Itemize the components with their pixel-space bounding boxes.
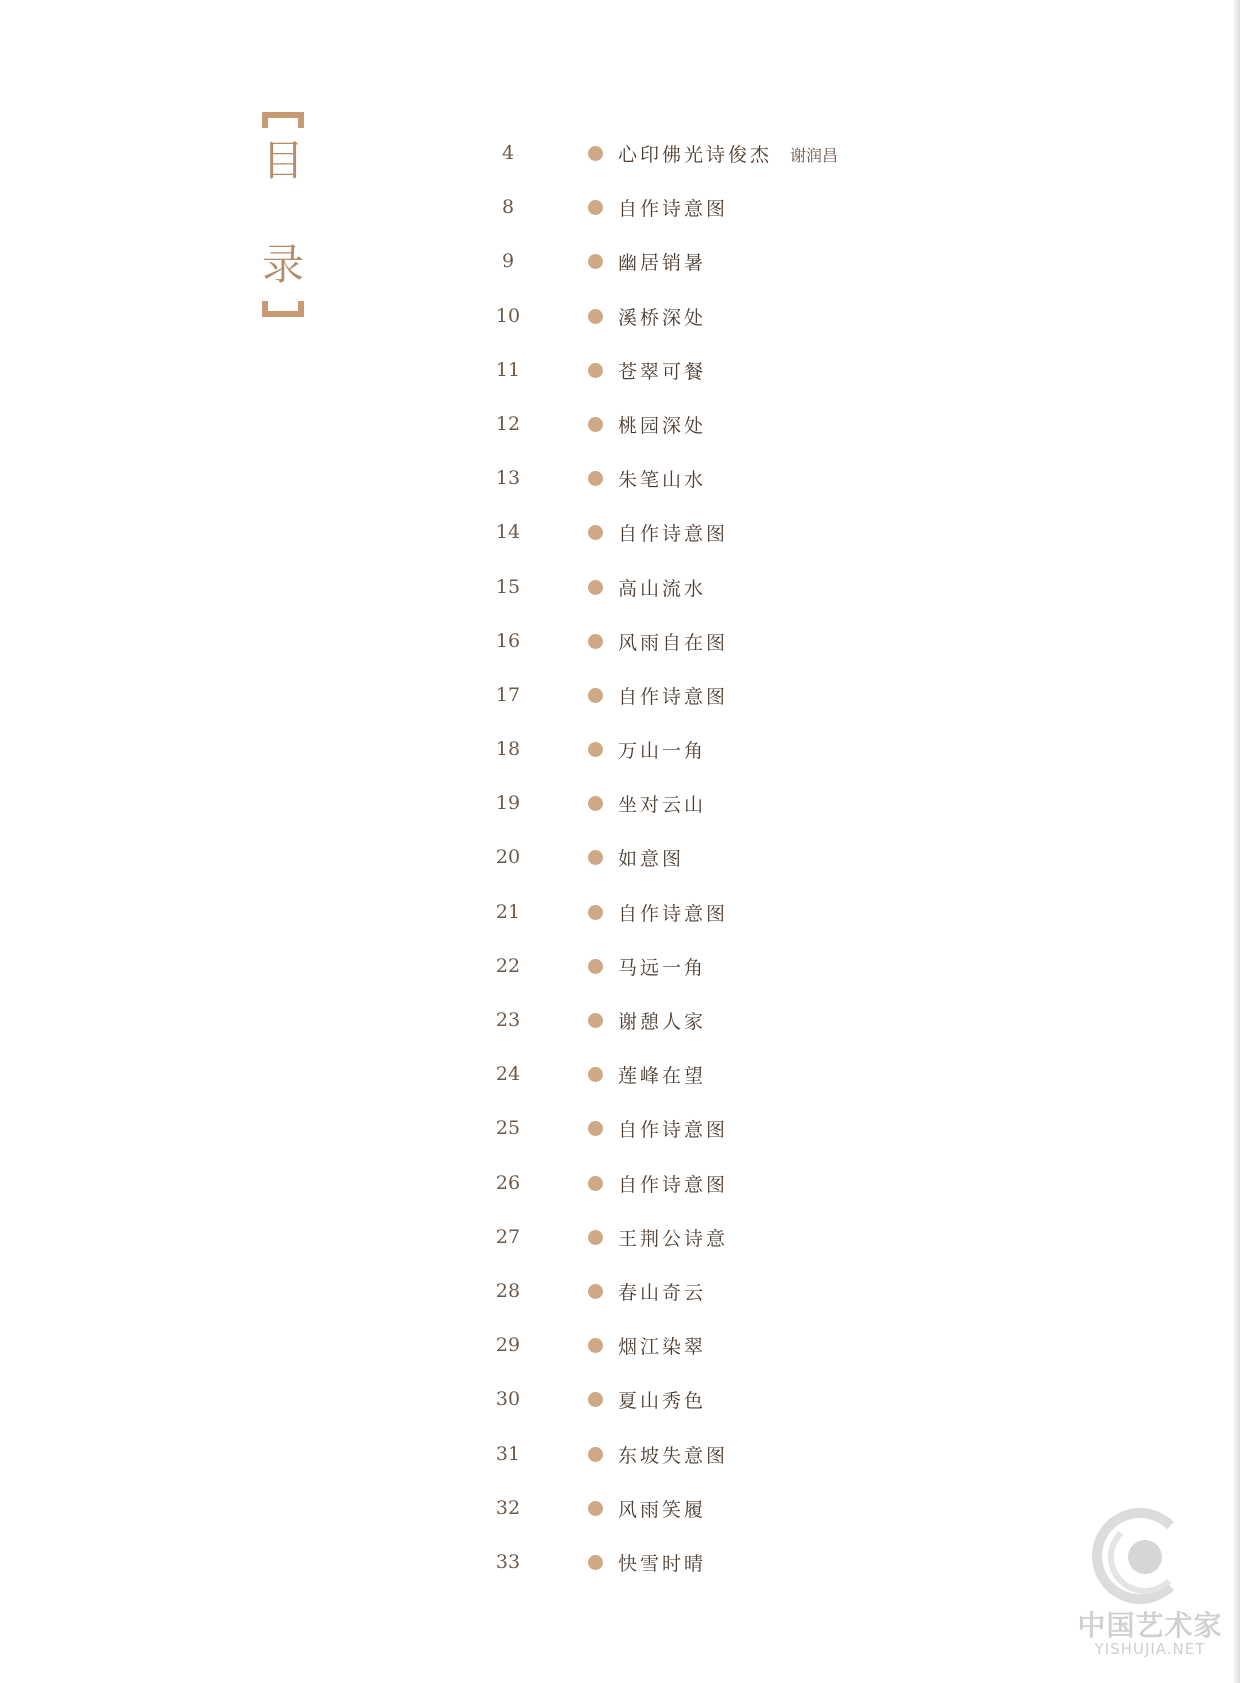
entry-title-text: 溪桥深处 xyxy=(618,306,707,329)
page-number: 32 xyxy=(495,1496,521,1519)
toc-heading-char-1: 目 xyxy=(261,136,304,185)
bullet-dot-icon xyxy=(588,1067,603,1082)
bracket-bottom-icon xyxy=(262,301,304,317)
page-number: 21 xyxy=(495,900,521,923)
entry-title xyxy=(618,899,728,926)
page-number: 8 xyxy=(501,196,515,219)
bullet-dot-icon xyxy=(588,796,603,811)
bullet-dot-icon xyxy=(588,309,603,324)
entry-title xyxy=(618,844,684,871)
toc-entry[interactable] xyxy=(480,1218,1000,1272)
page-number: 23 xyxy=(495,1009,521,1031)
bullet-dot-icon xyxy=(588,417,603,432)
entry-title-text: 如意图 xyxy=(618,848,685,871)
entry-title-text: 春山奇云 xyxy=(618,1281,707,1304)
page-number: 29 xyxy=(495,1334,521,1357)
entry-title-text: 马远一角 xyxy=(618,956,707,979)
bracket-top-icon xyxy=(262,112,304,128)
page-number: 33 xyxy=(495,1550,521,1573)
toc-entry[interactable] xyxy=(480,1109,1000,1163)
entry-title xyxy=(618,140,838,167)
toc-entry[interactable] xyxy=(480,1326,1000,1380)
entry-title xyxy=(618,682,728,709)
bullet-dot-icon xyxy=(588,1284,603,1299)
toc-entry[interactable] xyxy=(480,568,1000,622)
entry-title xyxy=(618,574,706,601)
toc-entry[interactable] xyxy=(480,1543,1000,1597)
entry-title-text: 莲峰在望 xyxy=(618,1065,707,1088)
toc-entry[interactable] xyxy=(480,1001,1000,1055)
page-number: 31 xyxy=(495,1442,521,1465)
page-number: 20 xyxy=(495,846,521,869)
page-number: 15 xyxy=(495,575,521,598)
entry-title xyxy=(618,1386,706,1413)
toc-entry[interactable] xyxy=(480,676,1000,730)
toc-entry[interactable] xyxy=(480,1164,1000,1218)
entry-title xyxy=(618,303,706,330)
toc-entry[interactable] xyxy=(480,297,1000,351)
bullet-dot-icon xyxy=(588,254,603,269)
entry-title-text: 自作诗意图 xyxy=(618,523,729,546)
bullet-dot-icon xyxy=(588,146,603,161)
entry-title xyxy=(618,953,706,980)
toc-entry[interactable] xyxy=(480,838,1000,892)
bullet-dot-icon xyxy=(588,1121,603,1136)
entry-title xyxy=(618,1278,706,1305)
entry-title xyxy=(618,465,706,492)
entry-title xyxy=(618,736,706,763)
page-number: 10 xyxy=(495,304,521,327)
entry-title xyxy=(618,194,728,221)
bullet-dot-icon xyxy=(588,688,603,703)
toc-entry[interactable] xyxy=(480,1435,1000,1489)
bullet-dot-icon xyxy=(588,1447,603,1462)
page-number: 30 xyxy=(495,1388,521,1411)
logo-dot-icon xyxy=(1128,1540,1162,1574)
bullet-dot-icon xyxy=(588,1555,603,1570)
page-edge-shadow xyxy=(1234,0,1240,1683)
entry-title-text: 万山一角 xyxy=(618,740,707,763)
entry-title-text: 快雪时晴 xyxy=(618,1552,707,1575)
toc-list xyxy=(480,134,1000,1597)
toc-entry[interactable] xyxy=(480,893,1000,947)
entry-title-text: 自作诗意图 xyxy=(618,1119,729,1142)
toc-entry[interactable] xyxy=(480,622,1000,676)
bullet-dot-icon xyxy=(588,634,603,649)
page-number: 16 xyxy=(495,629,521,652)
entry-title xyxy=(618,357,706,384)
entry-title xyxy=(618,1441,728,1468)
entry-title xyxy=(618,1224,728,1251)
bullet-dot-icon xyxy=(588,1501,603,1516)
toc-entry[interactable] xyxy=(480,242,1000,296)
entry-title-text: 谢憩人家 xyxy=(618,1011,707,1033)
entry-title-text: 自作诗意图 xyxy=(618,685,729,708)
page-number: 9 xyxy=(501,250,515,273)
bullet-dot-icon xyxy=(588,905,603,920)
entry-title-text: 坐对云山 xyxy=(618,794,707,817)
entry-title-text: 烟江染翠 xyxy=(618,1336,707,1359)
page-number: 25 xyxy=(495,1117,521,1140)
bullet-dot-icon xyxy=(588,1176,603,1191)
toc-entry[interactable] xyxy=(480,784,1000,838)
entry-title-text: 桃园深处 xyxy=(618,414,707,437)
entry-title-text: 幽居销暑 xyxy=(618,252,707,275)
bullet-dot-icon xyxy=(588,525,603,540)
entry-title-text: 高山流水 xyxy=(618,577,707,600)
entry-title xyxy=(618,519,728,546)
page-number: 14 xyxy=(495,521,521,544)
entry-title xyxy=(618,248,706,275)
toc-entry[interactable] xyxy=(480,405,1000,459)
toc-heading xyxy=(262,112,304,317)
entry-title-text: 风雨自在图 xyxy=(618,631,729,654)
bullet-dot-icon xyxy=(588,850,603,865)
bullet-dot-icon xyxy=(588,200,603,215)
entry-title-text: 自作诗意图 xyxy=(618,1173,729,1196)
bullet-dot-icon xyxy=(588,742,603,757)
bullet-dot-icon xyxy=(588,363,603,378)
toc-entry[interactable] xyxy=(480,134,1000,188)
page-number: 11 xyxy=(495,358,521,381)
page-number: 28 xyxy=(495,1279,521,1302)
entry-title-text: 风雨笑履 xyxy=(618,1498,707,1521)
toc-entry[interactable] xyxy=(480,1055,1000,1109)
bullet-dot-icon xyxy=(588,580,603,595)
toc-heading-char-2: 录 xyxy=(261,240,304,289)
toc-entry[interactable] xyxy=(480,513,1000,567)
entry-title xyxy=(618,1115,728,1142)
page-number: 24 xyxy=(495,1063,521,1086)
entry-title-text: 夏山秀色 xyxy=(618,1390,707,1413)
entry-title-text: 王荆公诗意 xyxy=(618,1227,729,1250)
entry-author: 谢润昌 xyxy=(790,146,839,165)
toc-entry[interactable] xyxy=(480,459,1000,513)
toc-entry[interactable] xyxy=(480,188,1000,242)
bullet-dot-icon xyxy=(588,1392,603,1407)
bullet-dot-icon xyxy=(588,1230,603,1245)
toc-entry[interactable] xyxy=(480,1489,1000,1543)
bullet-dot-icon xyxy=(588,1338,603,1353)
page-number: 27 xyxy=(495,1225,521,1248)
entry-title xyxy=(618,1007,706,1034)
page-number: 26 xyxy=(495,1171,521,1194)
watermark-name: 中国艺术家 xyxy=(1077,1609,1223,1642)
entry-title xyxy=(618,1332,706,1359)
entry-title-text: 自作诗意图 xyxy=(618,902,729,925)
watermark-logo xyxy=(1064,1500,1234,1670)
entry-title-text: 东坡失意图 xyxy=(618,1444,729,1467)
entry-title-text: 自作诗意图 xyxy=(618,198,729,221)
toc-entry[interactable] xyxy=(480,947,1000,1001)
entry-title xyxy=(618,790,706,817)
entry-title xyxy=(618,1170,728,1197)
page-number: 13 xyxy=(495,467,521,490)
entry-title xyxy=(618,628,728,655)
entry-title xyxy=(618,411,706,438)
bullet-dot-icon xyxy=(588,1013,603,1028)
page-number: 4 xyxy=(501,142,515,164)
toc-entry[interactable] xyxy=(480,1272,1000,1326)
watermark-url: YISHUJIA.NET xyxy=(1094,1640,1206,1658)
entry-title xyxy=(618,1495,706,1522)
entry-title-text: 心印佛光诗俊杰 xyxy=(618,144,773,166)
page-number: 19 xyxy=(495,792,521,815)
bullet-dot-icon xyxy=(588,959,603,974)
page-number: 12 xyxy=(495,412,521,435)
toc-entry[interactable] xyxy=(480,351,1000,405)
toc-entry[interactable] xyxy=(480,730,1000,784)
entry-title xyxy=(618,1549,706,1576)
entry-title-text: 苍翠可餐 xyxy=(618,360,707,383)
bullet-dot-icon xyxy=(588,471,603,486)
page-number: 17 xyxy=(495,683,521,706)
page-number: 18 xyxy=(495,738,521,761)
page-number: 22 xyxy=(495,954,521,977)
toc-entry[interactable] xyxy=(480,1380,1000,1434)
entry-title xyxy=(618,1061,706,1088)
entry-title-text: 朱笔山水 xyxy=(618,469,707,492)
